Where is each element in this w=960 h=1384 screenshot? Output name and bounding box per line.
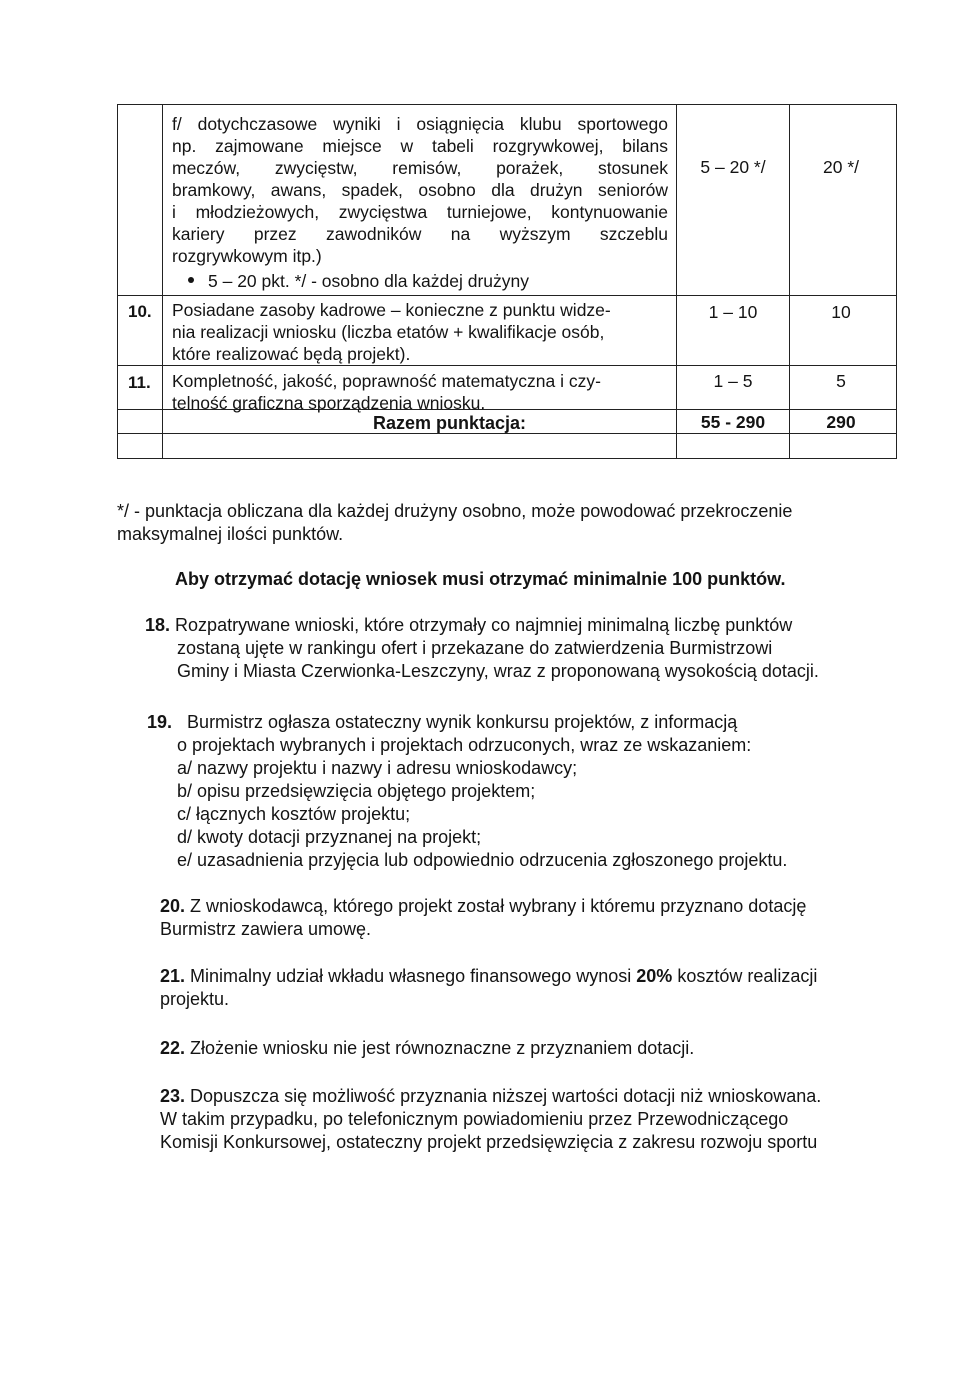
- section-21-text-pre: Minimalny udział wkładu własnego finansowego wynosi: [190, 966, 637, 986]
- row-11-max: 5: [836, 371, 846, 391]
- col-divider-range: [676, 105, 677, 458]
- bullet-icon: [188, 277, 194, 283]
- row-divider-10: [118, 295, 896, 296]
- section-23-line: Dopuszcza się możliwość przyznania niższej wartości dotacji niż wnioskowana.: [190, 1086, 822, 1106]
- row-11-number: 11.: [128, 373, 151, 392]
- section-19: [147, 711, 877, 872]
- section-21-text-post: kosztów realizacji: [672, 966, 818, 986]
- row-10-line: Posiadane zasoby kadrowe – konieczne z punktu widze-: [172, 300, 611, 320]
- row-f-line: rozgrywkowym itp.): [172, 246, 322, 266]
- row-f-range: 5 – 20 */: [700, 157, 766, 177]
- total-range: 55 - 290: [700, 412, 766, 432]
- section-19-item-e: e/ uzasadnienia przyjęcia lub odpowiednio odrzucenia zgłoszonego projektu.: [177, 850, 788, 870]
- section-22-number: 22.: [160, 1038, 186, 1058]
- row-f-line: np. zajmowane miejsce w tabeli rozgrywkowej, bilans: [172, 136, 668, 156]
- row-f-max: 20 */: [823, 157, 859, 177]
- section-21-percent: 20%: [636, 966, 673, 986]
- row-11-line: telność graficzna sporządzenia wniosku.: [172, 393, 486, 413]
- row-11-range: 1 – 5: [713, 371, 753, 391]
- section-23: [160, 1085, 910, 1154]
- section-19-item-a: a/ nazwy projektu i nazwy i adresu wnioskodawcy;: [177, 758, 578, 778]
- section-21: [160, 965, 890, 1011]
- section-20-number: 20.: [160, 896, 186, 916]
- row-f-line: meczów, zwycięstw, remisów, porażek, stosunek: [172, 158, 668, 178]
- footnote: [117, 500, 887, 546]
- section-19-item-c: c/ łącznych kosztów projektu;: [177, 804, 411, 824]
- section-19-item-d: d/ kwoty dotacji przyznanej na projekt;: [177, 827, 482, 847]
- row-f-bullet-item: [188, 271, 529, 292]
- row-10-range: 1 – 10: [708, 302, 758, 322]
- section-23-line: W takim przypadku, po telefonicznym powiadomieniu przez Przewodniczącego: [160, 1109, 789, 1129]
- scoring-table: [117, 104, 897, 459]
- section-21-number: 21.: [160, 966, 186, 986]
- section-18-number: 18.: [145, 615, 171, 635]
- row-11-line: Kompletność, jakość, poprawność matematyczna i czy-: [172, 371, 601, 391]
- row-11-text: [172, 370, 672, 414]
- section-19-number: 19.: [147, 712, 173, 732]
- row-f-line: i młodzieżowych, zwycięstwa turniejowe, kontynuowanie: [172, 202, 668, 222]
- footnote-line: maksymalnej ilości punktów.: [117, 524, 344, 544]
- row-10-line: które realizować będą projekt).: [172, 344, 411, 364]
- footnote-line: */ - punktacja obliczana dla każdej drużyny osobno, może powodować przekroczenie: [117, 501, 793, 521]
- row-10-text: [172, 299, 672, 365]
- section-20: [160, 895, 890, 941]
- section-18-line: zostaną ujęte w rankingu ofert i przekazane do zatwierdzenia Burmistrzowi: [177, 638, 773, 658]
- col-divider-number: [162, 105, 163, 458]
- section-18-line: Rozpatrywane wnioski, które otrzymały co najmniej minimalną liczbę punktów: [175, 615, 793, 635]
- minimum-points-notice: Aby otrzymać dotację wniosek musi otrzymać minimalnie 100 punktów.: [175, 569, 786, 589]
- section-18-line: Gminy i Miasta Czerwionka-Leszczyny, wraz z proponowaną wysokością dotacji.: [177, 661, 819, 681]
- row-10-line: nia realizacji wniosku (liczba etatów + kwalifikacje osób,: [172, 322, 605, 342]
- row-10-number: 10.: [128, 302, 152, 321]
- row-f-text: [172, 113, 668, 267]
- row-divider-11: [118, 365, 896, 366]
- section-19-line: Burmistrz ogłasza ostateczny wynik konkursu projektów, z informacją: [187, 712, 738, 732]
- total-label: Razem punktacja:: [373, 413, 527, 433]
- section-23-number: 23.: [160, 1086, 186, 1106]
- row-10-max: 10: [831, 302, 851, 322]
- section-23-line: Komisji Konkursowej, ostateczny projekt przedsięwzięcia z zakresu rozwoju sportu: [160, 1132, 818, 1152]
- section-22-line: Złożenie wniosku nie jest równoznaczne z przyznaniem dotacji.: [190, 1038, 695, 1058]
- row-f-line: bramkowy, awans, spadek, osobno dla drużyn seniorów: [172, 180, 668, 200]
- section-19-item-b: b/ opisu przedsięwzięcia objętego projektem;: [177, 781, 536, 801]
- section-19-line: o projektach wybranych i projektach odrzuconych, wraz ze wskazaniem:: [177, 735, 752, 755]
- total-max: 290: [826, 412, 856, 432]
- section-18: [145, 614, 875, 683]
- section-21-line: projektu.: [160, 989, 230, 1009]
- row-f-line: kariery przez zawodników na wyższym szczeblu: [172, 224, 668, 244]
- row-f-line: f/ dotychczasowe wyniki i osiągnięcia klubu sportowego: [172, 114, 668, 134]
- section-20-line: Z wnioskodawcą, którego projekt został wybrany i któremu przyznano dotację: [190, 896, 807, 916]
- row-f-bullet-text: 5 – 20 pkt. */ - osobno dla każdej drużyny: [208, 271, 530, 291]
- section-22: [160, 1037, 890, 1060]
- section-20-line: Burmistrz zawiera umowę.: [160, 919, 372, 939]
